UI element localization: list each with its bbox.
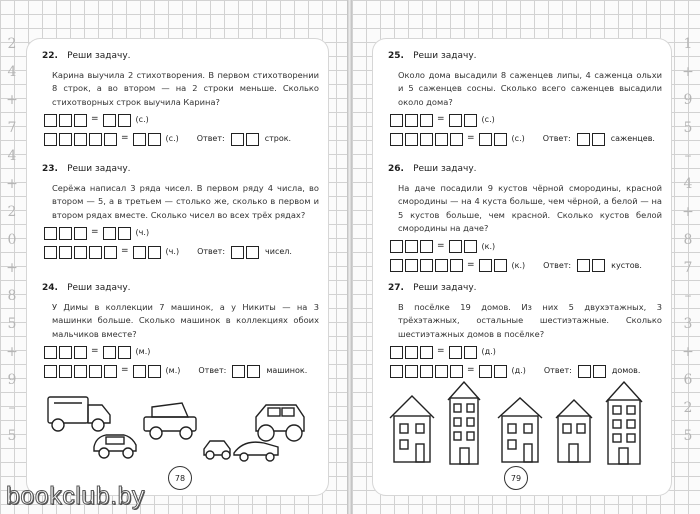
dump-truck-icon [144, 403, 196, 439]
task-22 [42, 50, 319, 147]
answer-cell[interactable] [246, 246, 259, 259]
answer-cell[interactable] [118, 227, 131, 240]
unit-label: (с.) [165, 134, 179, 144]
answer-cell[interactable] [390, 114, 403, 127]
answer-cell[interactable] [118, 114, 131, 127]
margin-glyph: 4 [7, 64, 17, 80]
margin-glyph: 9 [7, 372, 17, 388]
answer-cell[interactable] [89, 246, 102, 259]
equals-sign: = [437, 240, 445, 251]
answer-cell[interactable] [74, 365, 87, 378]
task-header [42, 50, 319, 64]
answer-word: кустов. [611, 260, 642, 270]
unit-label: (с.) [481, 115, 495, 125]
answer-cell[interactable] [246, 133, 259, 146]
task-text: Около дома высадили 8 саженцев липы, 4 саженца ольхи и 5 саженцев сосны. Сколько всего саженцев высадили около дома? [398, 69, 662, 107]
equals-sign: = [467, 133, 475, 144]
equation-row-2 [42, 131, 319, 147]
answer-cell[interactable] [420, 114, 433, 127]
unit-label: (с.) [511, 134, 525, 144]
equals-sign: = [467, 259, 475, 270]
equation-row-2 [42, 363, 319, 379]
equals-sign: = [437, 346, 445, 357]
answer-cell[interactable] [74, 114, 87, 127]
margin-glyph: + [682, 64, 694, 80]
task-number: 27. [388, 283, 404, 293]
answer-cell[interactable] [59, 227, 72, 240]
answer-line [543, 132, 655, 146]
answer-cell[interactable] [133, 133, 146, 146]
house-icon [390, 396, 434, 462]
task-number: 25. [388, 51, 404, 61]
equation-row-2 [388, 131, 662, 147]
answer-cell[interactable] [59, 365, 72, 378]
answer-cell[interactable] [405, 240, 418, 253]
margin-glyph: 7 [7, 120, 17, 136]
answer-cell[interactable] [449, 240, 462, 253]
margin-glyph: 2 [7, 204, 17, 220]
answer-cell[interactable] [405, 114, 418, 127]
task-header [388, 282, 662, 296]
answer-cell[interactable] [148, 133, 161, 146]
equation-row-1 [42, 225, 319, 241]
answer-cell[interactable] [405, 259, 418, 272]
answer-label: Ответ: [543, 260, 572, 270]
margin-glyph: 0 [7, 232, 17, 248]
answer-cell[interactable] [479, 365, 492, 378]
margin-glyph: 5 [683, 120, 693, 136]
answer-cell[interactable] [464, 114, 477, 127]
task-27 [388, 282, 662, 379]
answer-cell[interactable] [449, 114, 462, 127]
left-margin-doodles [3, 30, 21, 450]
answer-cell[interactable] [420, 259, 433, 272]
answer-cell[interactable] [118, 346, 131, 359]
task-title: Реши задачу. [67, 51, 131, 61]
task-header [42, 163, 319, 177]
answer-cell[interactable] [464, 346, 477, 359]
task-title: Реши задачу. [413, 164, 477, 174]
answer-cell[interactable] [59, 133, 72, 146]
unit-label: (к.) [511, 260, 526, 270]
margin-glyph: + [682, 344, 694, 360]
answer-cell[interactable] [420, 240, 433, 253]
tall-house-icon [448, 382, 480, 464]
answer-label: Ответ: [196, 134, 225, 144]
equation-row-2 [388, 258, 662, 274]
equals-sign: = [437, 114, 445, 125]
answer-cell[interactable] [405, 346, 418, 359]
answer-cell[interactable] [390, 259, 403, 272]
margin-glyph: 8 [683, 232, 693, 248]
answer-label: Ответ: [543, 366, 572, 376]
answer-cell[interactable] [44, 114, 57, 127]
margin-glyph: 7 [683, 260, 693, 276]
answer-cell[interactable] [494, 133, 507, 146]
equation-row-2 [388, 363, 662, 379]
margin-glyph: 5 [7, 428, 17, 444]
margin-glyph: 6 [683, 372, 693, 388]
truck-icon [48, 397, 110, 431]
answer-cell[interactable] [148, 365, 161, 378]
task-26 [388, 163, 662, 274]
answer-cell[interactable] [390, 346, 403, 359]
answer-cell[interactable] [133, 365, 146, 378]
answer-cell[interactable] [464, 240, 477, 253]
answer-line [544, 364, 641, 378]
answer-cell[interactable] [44, 365, 57, 378]
page-number: 78 [168, 466, 192, 490]
answer-cell[interactable] [390, 365, 403, 378]
answer-cell[interactable] [405, 133, 418, 146]
answer-cell[interactable] [592, 259, 605, 272]
unit-label: (с.) [135, 115, 149, 125]
task-24 [42, 282, 319, 379]
margin-glyph: 4 [7, 148, 17, 164]
unit-label: (ч.) [135, 228, 150, 238]
equals-sign: = [91, 227, 99, 238]
answer-cell[interactable] [59, 246, 72, 259]
equals-sign: = [121, 365, 129, 376]
answer-label: Ответ: [198, 366, 227, 376]
task-number: 22. [42, 51, 58, 61]
answer-cell[interactable] [232, 365, 245, 378]
task-header [388, 163, 662, 177]
task-text: На даче посадили 9 кустов чёрной смородины, красной смородины — на 4 куста больше, чем чёрной, а белой — на 5 кустов больше, чем красной. Сколько кустов белой смородины на даче? [398, 182, 662, 233]
margin-glyph: + [6, 344, 18, 360]
task-text: Серёжа написал 3 ряда чисел. В первом ряду 4 числа, во втором — 5, а в третьем — столько же, сколько в первом и втором рядах вместе. Сколько чисел во всех трёх рядах? [52, 182, 319, 220]
answer-cell[interactable] [59, 346, 72, 359]
answer-cell[interactable] [450, 259, 463, 272]
margin-glyph: 2 [7, 36, 17, 52]
task-23 [42, 163, 319, 260]
answer-cell[interactable] [231, 133, 244, 146]
answer-word: саженцев. [610, 134, 655, 144]
answer-cell[interactable] [104, 133, 117, 146]
answer-cell[interactable] [89, 365, 102, 378]
answer-cell[interactable] [103, 346, 116, 359]
right-margin-doodles [679, 30, 697, 450]
margin-glyph: + [6, 176, 18, 192]
answer-cell[interactable] [103, 227, 116, 240]
task-25 [388, 50, 662, 147]
car-icon [94, 435, 136, 458]
margin-glyph: 8 [7, 288, 17, 304]
answer-cell[interactable] [247, 365, 260, 378]
answer-word: чисел. [265, 247, 292, 257]
task-number: 23. [42, 164, 58, 174]
equation-row-1 [388, 112, 662, 128]
answer-cell[interactable] [435, 259, 448, 272]
equation-row-1 [388, 344, 662, 360]
answer-cell[interactable] [74, 227, 87, 240]
answer-label: Ответ: [542, 134, 571, 144]
answer-cell[interactable] [44, 246, 57, 259]
margin-glyph: + [6, 92, 18, 108]
small-car-icon [204, 441, 230, 459]
answer-cell[interactable] [494, 365, 507, 378]
answer-word: домов. [611, 366, 641, 376]
margin-glyph: + [6, 260, 18, 276]
answer-word: машинок. [266, 366, 308, 376]
race-car-icon [234, 442, 278, 461]
task-title: Реши задачу. [413, 51, 477, 61]
answer-cell[interactable] [578, 365, 591, 378]
answer-cell[interactable] [44, 346, 57, 359]
task-text: Карина выучила 2 стихотворения. В первом стихотворении 8 строк, а во втором — на 2 строки меньше. Сколько стихотворных строк выучила Карина? [52, 69, 319, 107]
answer-cell[interactable] [44, 227, 57, 240]
answer-cell[interactable] [104, 246, 117, 259]
unit-label: (м.) [135, 347, 151, 357]
watermark: bookclub.by [6, 482, 145, 510]
houses-icon [386, 378, 661, 470]
equals-sign: = [91, 346, 99, 357]
margin-glyph: 5 [7, 316, 17, 332]
equation-row-1 [42, 112, 319, 128]
margin-glyph: + [682, 204, 694, 220]
answer-cell[interactable] [231, 246, 244, 259]
toy-cars-icon [44, 383, 314, 463]
answer-cell[interactable] [479, 133, 492, 146]
unit-label: (к.) [481, 241, 496, 251]
answer-word: строк. [264, 134, 292, 144]
margin-glyph: 4 [683, 176, 693, 192]
answer-cell[interactable] [44, 133, 57, 146]
answer-cell[interactable] [420, 133, 433, 146]
left-page [0, 0, 347, 514]
right-worksheet [372, 38, 672, 496]
task-header [388, 50, 662, 64]
house-icon [556, 400, 592, 462]
equation-row-1 [42, 344, 319, 360]
margin-glyph: 5 [683, 428, 693, 444]
answer-cell[interactable] [148, 246, 161, 259]
unit-label: (д.) [511, 366, 526, 376]
task-title: Реши задачу. [67, 164, 131, 174]
task-header [42, 282, 319, 296]
equals-sign: = [121, 246, 129, 257]
task-text: В посёлке 19 домов. Из них 5 двухэтажных, 3 трёхэтажных, остальные шестиэтажные. Сколько шестиэтажных домов в посёлке? [398, 301, 662, 339]
answer-cell[interactable] [435, 133, 448, 146]
answer-cell[interactable] [577, 133, 590, 146]
answer-label: Ответ: [197, 247, 226, 257]
answer-cell[interactable] [450, 133, 463, 146]
equation-row-2 [42, 244, 319, 260]
answer-cell[interactable] [494, 259, 507, 272]
answer-line [197, 245, 292, 259]
margin-glyph: 9 [683, 92, 693, 108]
margin-glyph: 3 [683, 316, 693, 332]
page-number: 79 [504, 466, 528, 490]
answer-cell[interactable] [449, 346, 462, 359]
task-title: Реши задачу. [67, 283, 131, 293]
answer-cell[interactable] [103, 114, 116, 127]
margin-glyph: – [684, 288, 692, 304]
unit-label: (д.) [481, 347, 496, 357]
task-number: 24. [42, 283, 58, 293]
answer-cell[interactable] [390, 240, 403, 253]
answer-cell[interactable] [74, 246, 87, 259]
jeep-icon [256, 405, 304, 441]
answer-cell[interactable] [390, 133, 403, 146]
answer-line [543, 259, 642, 273]
answer-line [198, 364, 307, 378]
unit-label: (м.) [165, 366, 181, 376]
answer-cell[interactable] [405, 365, 418, 378]
margin-glyph: 1 [683, 36, 693, 52]
equals-sign: = [91, 114, 99, 125]
task-number: 26. [388, 164, 404, 174]
margin-glyph: – [684, 148, 692, 164]
answer-cell[interactable] [420, 346, 433, 359]
answer-cell[interactable] [450, 365, 463, 378]
task-title: Реши задачу. [413, 283, 477, 293]
answer-cell[interactable] [479, 259, 492, 272]
equals-sign: = [121, 133, 129, 144]
answer-line [197, 132, 291, 146]
unit-label: (ч.) [165, 247, 180, 257]
answer-cell[interactable] [435, 365, 448, 378]
answer-cell[interactable] [89, 133, 102, 146]
answer-cell[interactable] [133, 246, 146, 259]
answer-cell[interactable] [592, 133, 605, 146]
answer-cell[interactable] [104, 365, 117, 378]
margin-glyph: – [8, 400, 16, 416]
house-icon [498, 398, 542, 462]
answer-cell[interactable] [577, 259, 590, 272]
answer-cell[interactable] [420, 365, 433, 378]
equals-sign: = [467, 365, 475, 376]
answer-cell[interactable] [59, 114, 72, 127]
answer-cell[interactable] [74, 133, 87, 146]
right-page [352, 0, 700, 514]
equation-row-1 [388, 239, 662, 255]
margin-glyph: 2 [683, 400, 693, 416]
answer-cell[interactable] [74, 346, 87, 359]
answer-cell[interactable] [593, 365, 606, 378]
left-worksheet [26, 38, 329, 496]
tall-house-icon [606, 382, 642, 464]
task-text: У Димы в коллекции 7 машинок, а у Никиты — на 3 машинки больше. Сколько машинок в коллекциях обоих мальчиков вместе? [52, 301, 319, 339]
